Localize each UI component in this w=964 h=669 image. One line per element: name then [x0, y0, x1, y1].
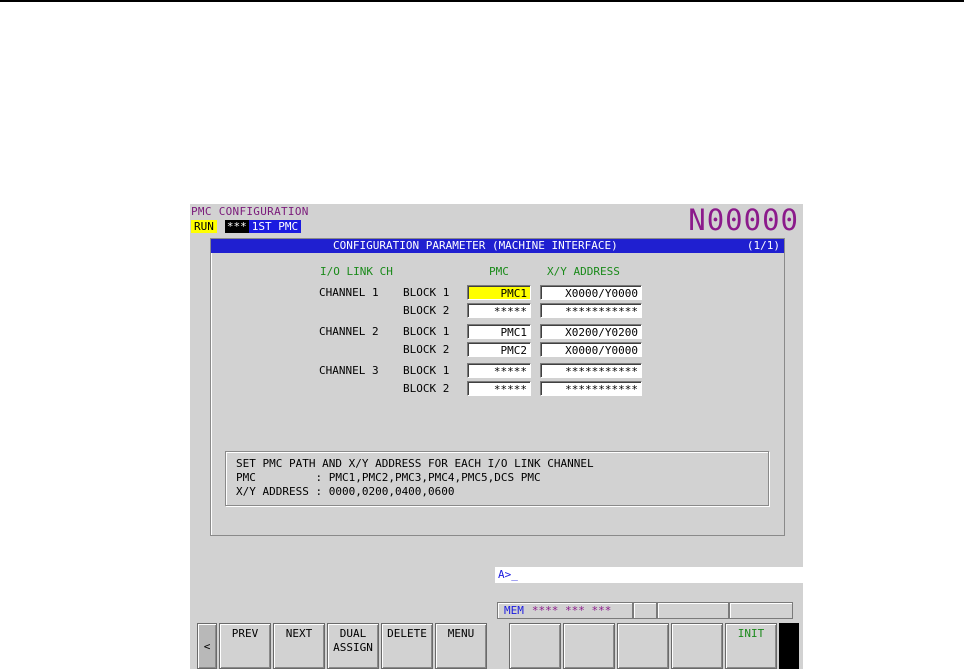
- panel-title: CONFIGURATION PARAMETER (MACHINE INTERFACE): [333, 239, 618, 252]
- channel-1-block-1-pmc-field[interactable]: PMC1: [467, 285, 531, 300]
- program-number: N00000: [688, 203, 799, 237]
- channel-2-block-1-address-field[interactable]: X0200/Y0200: [540, 324, 642, 339]
- help-line-1: SET PMC PATH AND X/Y ADDRESS FOR EACH I/O LINK CHANNEL: [236, 457, 594, 470]
- status-cell-3: [729, 602, 793, 619]
- channel-1-block-1-address-field[interactable]: X0000/Y0000: [540, 285, 642, 300]
- softkey-init[interactable]: INIT: [725, 623, 777, 669]
- softkey-left-arrow[interactable]: <: [197, 623, 217, 669]
- channel-3-block-1-label: BLOCK 1: [403, 364, 450, 377]
- channel-3-block-1-address-field[interactable]: ***********: [540, 363, 642, 378]
- softkey-blank-3[interactable]: [617, 623, 669, 669]
- help-line-2: PMC : PMC1,PMC2,PMC3,PMC4,PMC5,DCS PMC: [236, 471, 541, 484]
- channel-3-label: CHANNEL 3: [319, 364, 379, 377]
- panel-title-bar: [211, 239, 784, 253]
- column-header-io-link-ch: I/O LINK CH: [320, 265, 393, 278]
- help-message-box: [225, 451, 769, 506]
- softkey-blank-2[interactable]: [563, 623, 615, 669]
- alarm-indicator: ***: [226, 220, 247, 233]
- channel-1-label: CHANNEL 1: [319, 286, 379, 299]
- channel-2-block-1-pmc-field[interactable]: PMC1: [467, 324, 531, 339]
- run-status: RUN: [191, 220, 217, 233]
- channel-3-block-2-label: BLOCK 2: [403, 382, 450, 395]
- column-header-pmc: PMC: [489, 265, 509, 278]
- channel-2-label: CHANNEL 2: [319, 325, 379, 338]
- mode-status: [497, 602, 633, 619]
- channel-2-block-1-label: BLOCK 1: [403, 325, 450, 338]
- softkey-menu[interactable]: MENU: [435, 623, 487, 669]
- channel-1-block-1-label: BLOCK 1: [403, 286, 450, 299]
- status-text: **** *** ***: [531, 604, 612, 617]
- channel-3-block-1-pmc-field[interactable]: *****: [467, 363, 531, 378]
- channel-3-block-2-address-field[interactable]: ***********: [540, 381, 642, 396]
- configuration-panel: [210, 238, 785, 536]
- mode-label: MEM: [504, 604, 524, 617]
- softkey-prev[interactable]: PREV: [219, 623, 271, 669]
- status-bar: [497, 602, 793, 619]
- softkey-blank-1[interactable]: [509, 623, 561, 669]
- page-indicator: (1/1): [746, 239, 780, 252]
- channel-1-block-2-label: BLOCK 2: [403, 304, 450, 317]
- status-cell-1: [633, 602, 657, 619]
- softkey-dual-assign[interactable]: DUAL ASSIGN: [327, 623, 379, 669]
- status-cell-2: [657, 602, 729, 619]
- softkey-blank-4[interactable]: [671, 623, 723, 669]
- document-top-rule: [0, 0, 964, 2]
- softkey-delete[interactable]: DELETE: [381, 623, 433, 669]
- screen-title: PMC CONFIGURATION: [191, 205, 309, 218]
- pmc-path-badge: 1ST PMC: [249, 220, 301, 233]
- channel-2-block-2-address-field[interactable]: X0000/Y0000: [540, 342, 642, 357]
- channel-3-block-2-pmc-field[interactable]: *****: [467, 381, 531, 396]
- channel-1-block-2-pmc-field[interactable]: *****: [467, 303, 531, 318]
- column-header-xy-address: X/Y ADDRESS: [547, 265, 620, 278]
- softkey-next[interactable]: NEXT: [273, 623, 325, 669]
- channel-2-block-2-pmc-field[interactable]: PMC2: [467, 342, 531, 357]
- channel-1-block-2-address-field[interactable]: ***********: [540, 303, 642, 318]
- help-line-3: X/Y ADDRESS : 0000,0200,0400,0600: [236, 485, 455, 498]
- status-row: [191, 220, 301, 233]
- command-input[interactable]: A>_: [495, 567, 803, 583]
- channel-2-block-2-label: BLOCK 2: [403, 343, 450, 356]
- softkey-right-edge[interactable]: [779, 623, 799, 669]
- cnc-screen: [190, 204, 803, 669]
